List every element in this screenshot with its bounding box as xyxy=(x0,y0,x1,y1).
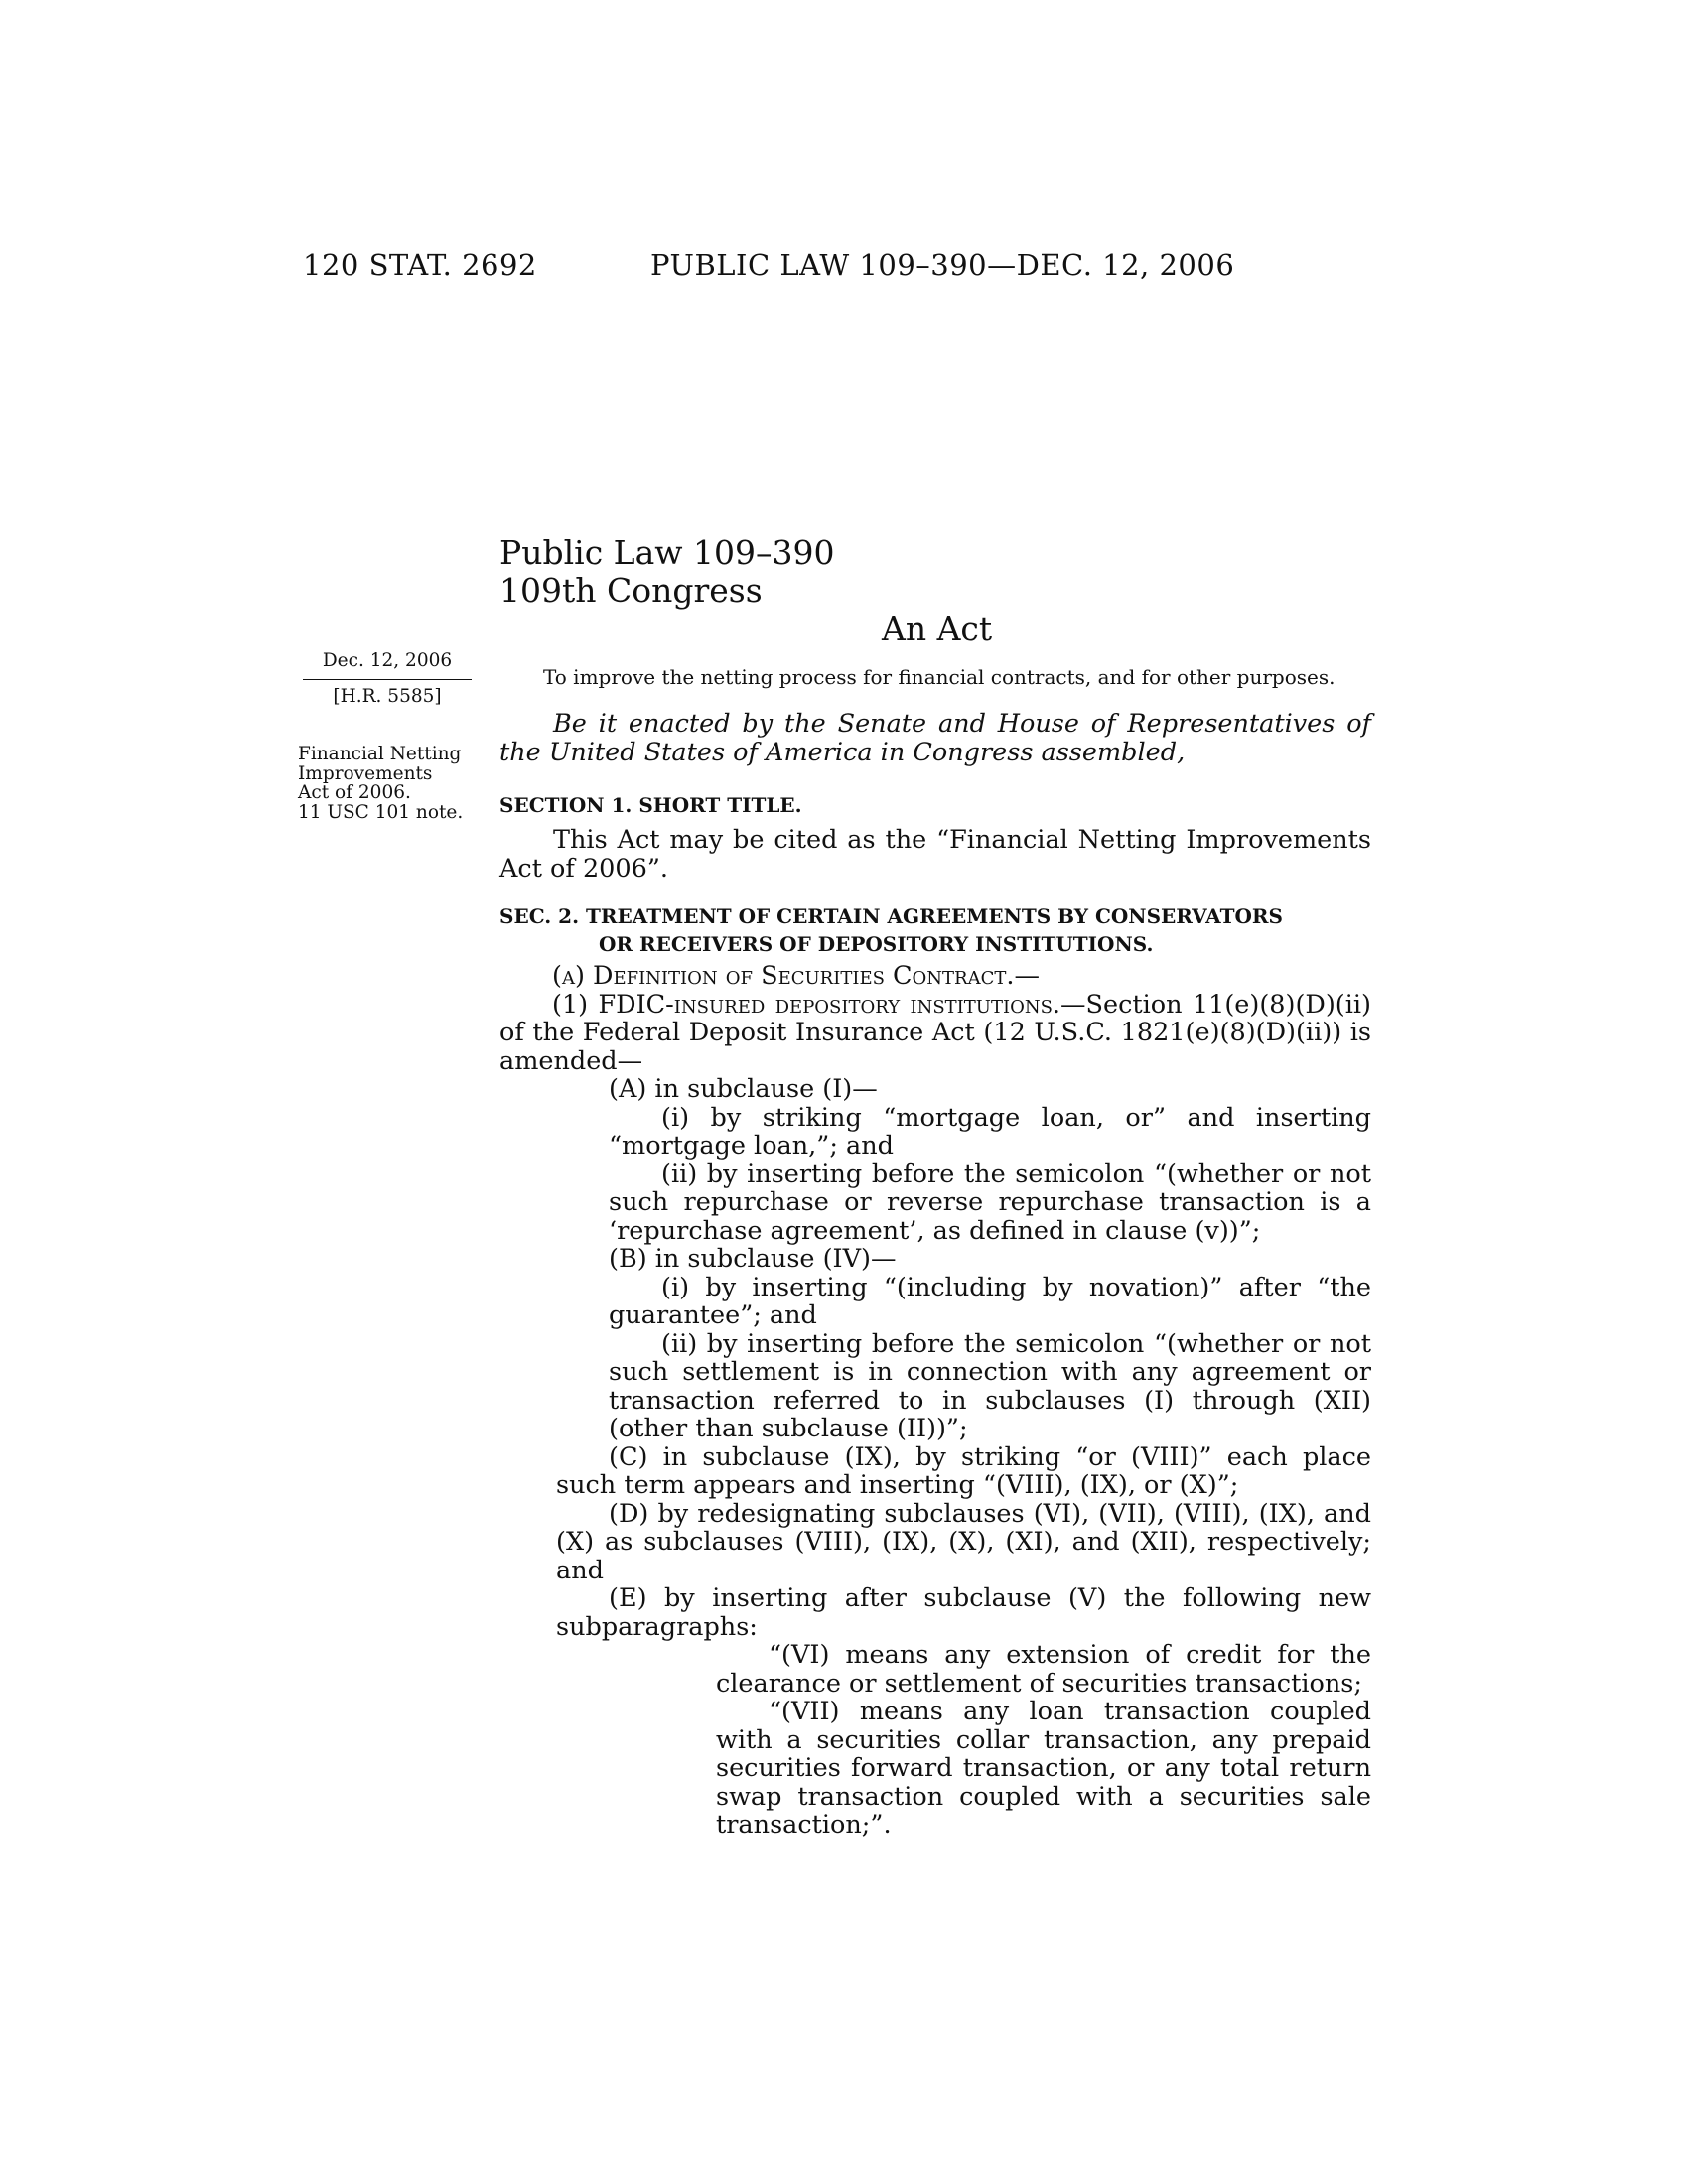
statute-page-number: 120 STAT. 2692 xyxy=(303,248,537,282)
item-A: (A) in subclause (I)— xyxy=(609,1074,878,1104)
item-A-i: (i) by striking “mortgage loan, or” and inserting “mortgage loan,”; and xyxy=(609,1102,1371,1160)
quoted-subclause-VI: “(VI) means any extension of credit for the clearance or settlement of securities transactions; xyxy=(716,1640,1371,1699)
paragraph-1-text: —Section 11(e)(8)(D)(ii) of the Federal Deposit Insurance Act (12 U.S.C. 1821(e)(8)(D)(ii)) is amended— xyxy=(499,989,1371,1076)
section-2-body xyxy=(499,962,1371,1840)
paragraph-1-heading: (1) FDIC-insured depository institutions. xyxy=(552,989,1061,1020)
quoted-subclause-VII: “(VII) means any loan transaction coupled with a securities collar transaction, any prepaid securities forward transaction, or any total return swap transaction coupled with a securities sale transaction;”. xyxy=(716,1697,1371,1840)
margin-note-line: Financial Netting xyxy=(298,744,462,764)
paragraph-1 xyxy=(499,991,1371,1076)
section-2-heading xyxy=(499,902,1371,958)
margin-note-line: Act of 2006. xyxy=(298,782,411,803)
item-C: (C) in subclause (IX), by striking “or (VIII)” each place such term appears and inserting “(VIII), (IX), or (X)”; xyxy=(556,1441,1371,1500)
purpose-statement: To improve the netting process for financial contracts, and for other purposes. xyxy=(543,665,1336,689)
item-E: (E) by inserting after subclause (V) the following new subparagraphs: xyxy=(556,1583,1371,1642)
section-2-heading-line: SEC. 2. TREATMENT OF CERTAIN AGREEMENTS BY CONSERVATORS xyxy=(499,904,1283,928)
margin-note-line: 11 USC 101 note. xyxy=(298,801,464,823)
margin-note xyxy=(298,745,477,822)
margin-note-line: Improvements xyxy=(298,762,433,784)
law-title-block xyxy=(499,534,834,610)
section-2-heading-line: OR RECEIVERS OF DEPOSITORY INSTITUTIONS. xyxy=(599,932,1154,956)
margin-date: Dec. 12, 2006 xyxy=(322,650,453,671)
congress-label: 109th Congress xyxy=(499,571,763,610)
section-1-heading: SECTION 1. SHORT TITLE. xyxy=(499,793,802,817)
item-B-i: (i) by inserting “(including by novation)” after “the guarantee”; and xyxy=(609,1272,1371,1330)
item-B-ii: (ii) by inserting before the semicolon “(whether or not such settlement is in connection with any agreement or transaction referred to in subclauses (I) through (XII) (other than subclause (II))”; xyxy=(609,1328,1371,1443)
public-law-number: Public Law 109–390 xyxy=(499,533,835,572)
an-act-heading: An Act xyxy=(882,610,993,648)
running-header: PUBLIC LAW 109–390—DEC. 12, 2006 xyxy=(650,248,1235,282)
item-D: (D) by redesignating subclauses (VI), (VII), (VIII), (IX), and (X) as subclauses (VIII), (IX), (X), (XI), and (XII), respectively; and xyxy=(556,1498,1371,1585)
item-B: (B) in subclause (IV)— xyxy=(609,1244,897,1274)
margin-bill-number: [H.R. 5585] xyxy=(333,686,442,707)
item-A-ii: (ii) by inserting before the semicolon “(whether or not such repurchase or reverse repurchase transaction is a ‘repurchase agreement’, as defined in clause (v))”; xyxy=(609,1159,1371,1246)
margin-divider xyxy=(303,679,472,680)
section-1-text: This Act may be cited as the “Financial Netting Improvements Act of 2006”. xyxy=(499,825,1371,884)
subsection-a-heading: (a) Definition of Securities Contract.— xyxy=(552,961,1040,991)
enacting-clause: Be it enacted by the Senate and House of Representatives of the United States of America in Congress assembled, xyxy=(499,709,1371,767)
